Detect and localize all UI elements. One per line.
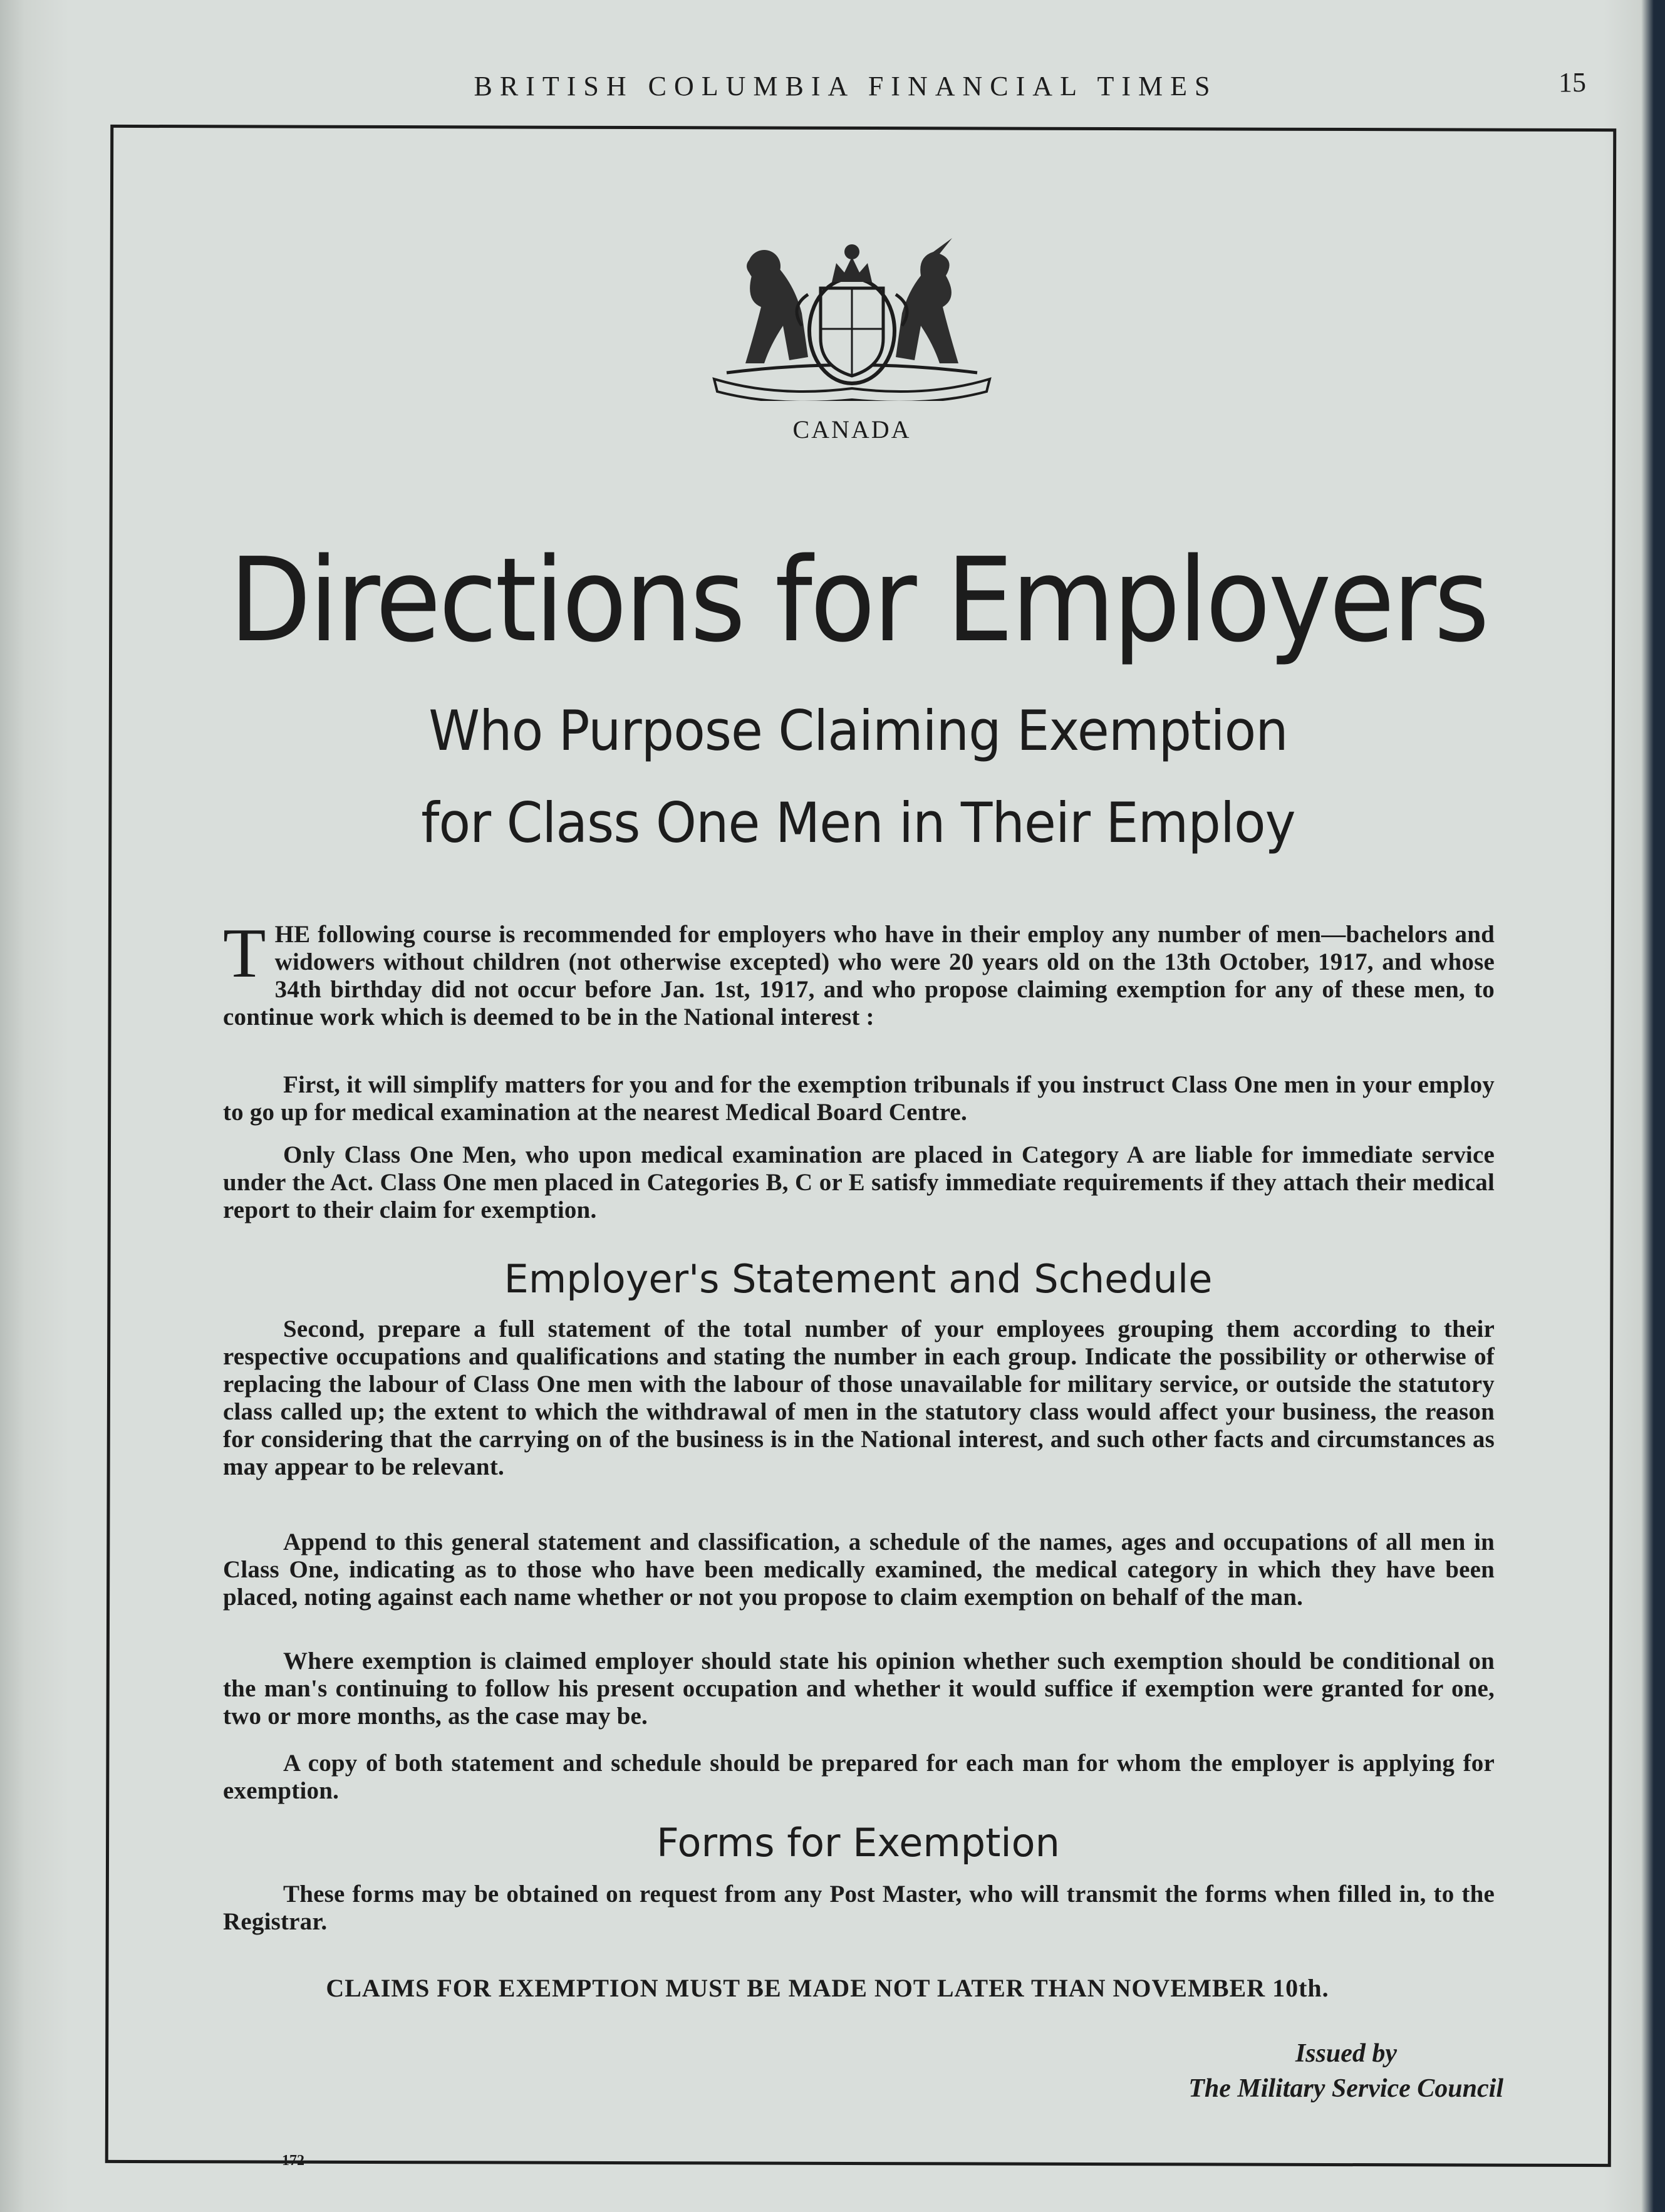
deadline-notice: CLAIMS FOR EXEMPTION MUST BE MADE NOT LATER THAN NOVEMBER 10th.	[326, 1974, 1329, 2002]
paragraph-where-text: Where exemption is claimed employer should state his opinion whether such exemption should be conditional on the man's continuing to follow his present occupation and whether it would suffice if exemption were granted for one, two or more months, as the case may be.	[223, 1648, 1495, 1730]
paragraph-where	[223, 1648, 1495, 1730]
page-number: 15	[1559, 67, 1586, 98]
paragraph-second	[223, 1316, 1495, 1481]
publication-running-head: BRITISH COLUMBIA FINANCIAL TIMES	[474, 71, 1218, 101]
paragraph-only-class-one	[223, 1141, 1495, 1224]
paragraph-second-text: Second, prepare a full statement of the total number of your employees grouping them according to their respective occupations and qualifications and stating the number in each group. Indicate the possibility or otherwise of replacing the labour of Class One men with the labour of those unavailable for military service, or outside the statutory class called up; the extent to which the withdrawal of men in the statutory class would affect your business, the reason for considering that the carrying on of the business is in the National interest, and such other facts and circumstances as may appear to be relevant.	[223, 1316, 1495, 1480]
issuer-block	[1128, 2036, 1503, 2106]
paragraph-forms-text: These forms may be obtained on request from any Post Master, who will transmit the forms when filled in, to the Registrar.	[223, 1881, 1495, 1935]
royal-coat-of-arms-icon	[702, 238, 1002, 401]
drop-cap: T	[223, 915, 266, 992]
subtitle-line-2: for Class One Men in Their Employ	[421, 791, 1295, 855]
issued-by-label: Issued by	[1295, 2039, 1397, 2068]
section-heading-forms: Forms for Exemption	[656, 1820, 1060, 1866]
paragraph-append-text: Append to this general statement and classification, a schedule of the names, ages and occupations of all men in Class One, indicating as to those who have been medically examined, the medical category in which they have been placed, noting against each name whether or not you propose to claim exemption on behalf of the man.	[223, 1529, 1495, 1611]
paragraph-forms	[223, 1881, 1495, 1936]
footer-number: 172	[282, 2152, 304, 2169]
section-heading-statement: Employer's Statement and Schedule	[504, 1256, 1213, 1302]
paragraph-copy	[223, 1750, 1495, 1805]
intro-lead: HE	[274, 921, 311, 948]
page-title: Directions for Employers	[229, 532, 1488, 668]
intro-paragraph	[223, 915, 1495, 1031]
intro-text: following course is recommended for employers who have in their employ any number of men—bachelors and widowers without children (not otherwise excepted) who were 20 years old on the 13th October, 1917, and whose 34th birthday did not occur before Jan. 1st, 1917, and who propose claiming exemption for any of these men, to continue work which is deemed to be in the National interest :	[223, 921, 1495, 1031]
paragraph-append	[223, 1529, 1495, 1611]
country-label: CANADA	[792, 415, 911, 444]
paragraph-first	[223, 1071, 1495, 1126]
paragraph-only-text: Only Class One Men, who upon medical examination are placed in Category A are liable for immediate service under the Act. Class One men placed in Categories B, C or E satisfy immediate requirements if they attach their medical report to their claim for exemption.	[223, 1141, 1495, 1223]
paragraph-copy-text: A copy of both statement and schedule should be prepared for each man for whom the employer is applying for exemption.	[223, 1750, 1495, 1804]
paragraph-first-text: First, it will simplify matters for you and for the exemption tribunals if you instruct Class One men in your employ to go up for medical examination at the nearest Medical Board Centre.	[223, 1071, 1495, 1126]
subtitle-line-1: Who Purpose Claiming Exemption	[428, 698, 1288, 763]
issuer-name: The Military Service Council	[1188, 2074, 1503, 2103]
